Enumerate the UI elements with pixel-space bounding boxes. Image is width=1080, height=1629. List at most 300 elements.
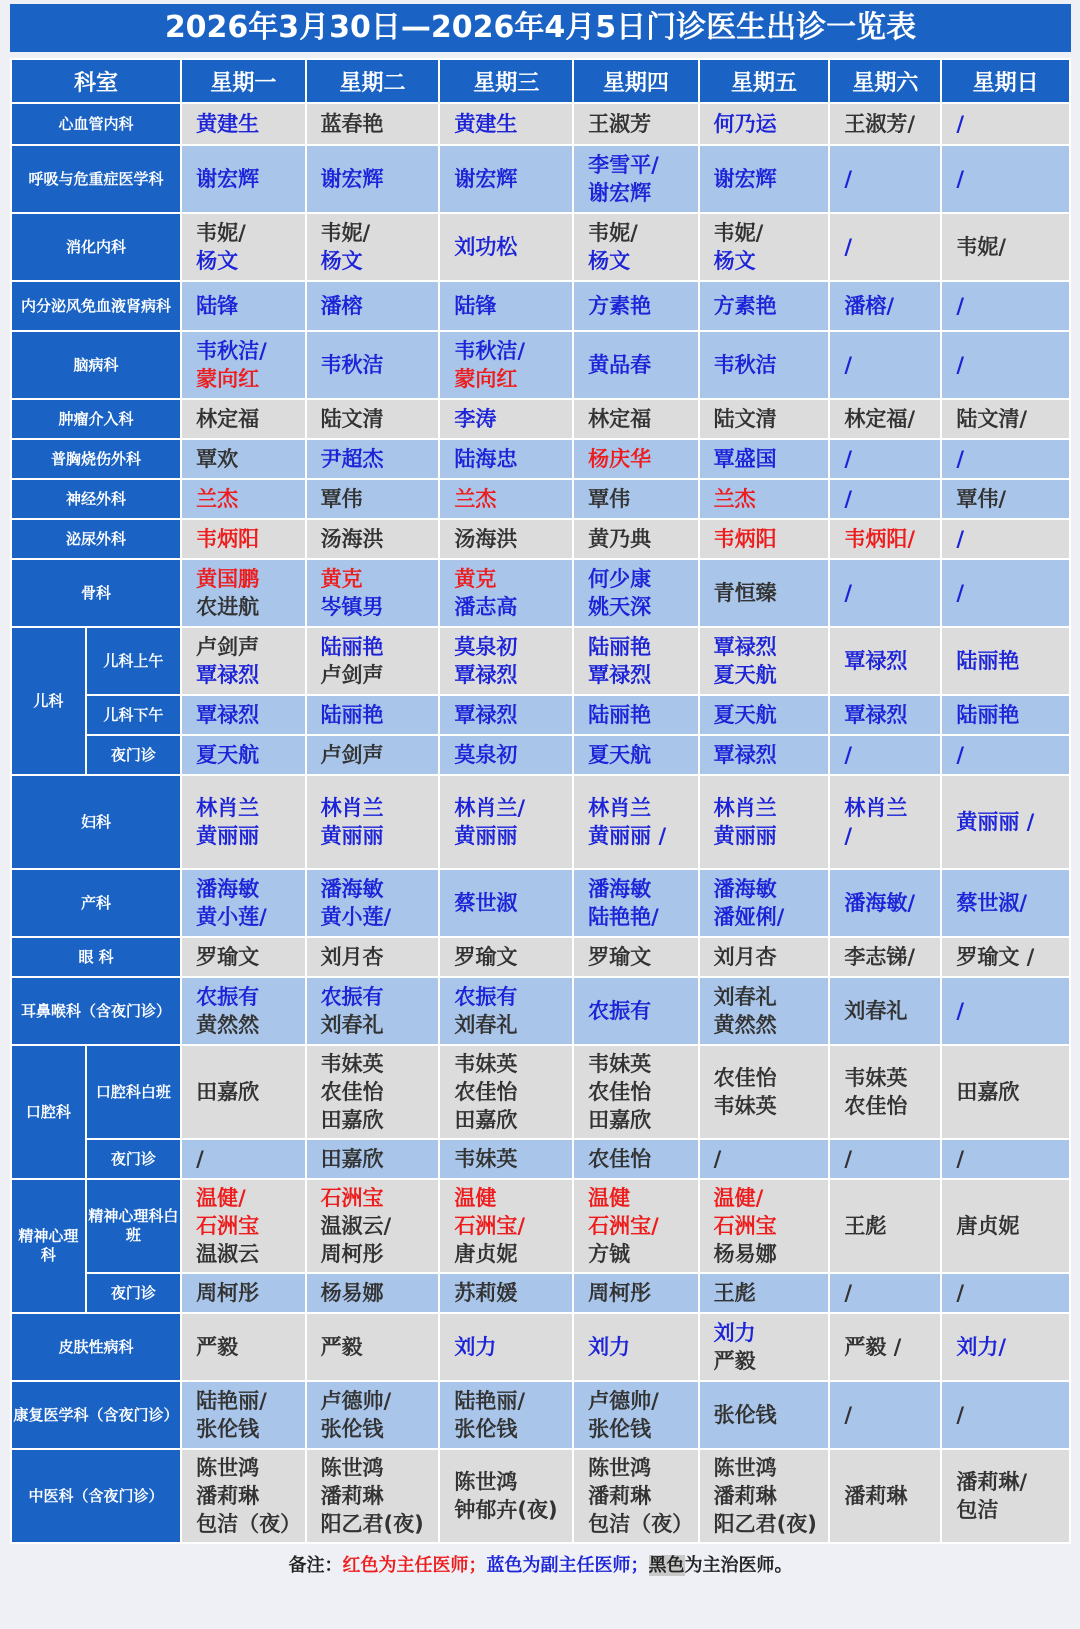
schedule-cell bbox=[181, 439, 305, 479]
doctor-name: 石洲宝/ bbox=[588, 1214, 659, 1238]
doctor-name: 谢宏辉 bbox=[588, 181, 652, 205]
doctor-name: 韦妹英 bbox=[320, 1052, 384, 1076]
schedule-cell bbox=[699, 627, 830, 695]
schedule-cell bbox=[941, 519, 1070, 559]
dept-name: 妇科 bbox=[11, 775, 181, 869]
schedule-cell bbox=[941, 627, 1070, 695]
note-blue: 蓝色为副主任医师； bbox=[486, 1555, 649, 1576]
schedule-cell bbox=[439, 439, 573, 479]
doctor-name: 潘海敏 bbox=[588, 877, 652, 901]
doctor-name: 方素艳 bbox=[713, 294, 777, 318]
schedule-cell bbox=[699, 519, 830, 559]
schedule-cell bbox=[829, 1313, 941, 1381]
doctor-name: 田嘉欣 bbox=[588, 1108, 652, 1132]
page-title: 2026年3月30日—2026年4月5日门诊医生出诊一览表 bbox=[10, 4, 1071, 52]
doctor-name: / bbox=[844, 447, 853, 471]
dept-row bbox=[11, 519, 1070, 559]
sub-row bbox=[11, 1273, 1070, 1313]
doctor-name: 岑镇男 bbox=[320, 595, 384, 619]
schedule-cell bbox=[306, 439, 440, 479]
schedule-cell bbox=[699, 1045, 830, 1139]
doctor-name: 石洲宝 bbox=[320, 1186, 384, 1210]
doctor-name: 杨文 bbox=[713, 249, 756, 273]
doctor-name: 杨庆华 bbox=[588, 447, 652, 471]
dept-row bbox=[11, 1313, 1070, 1381]
doctor-name: 严毅 / bbox=[844, 1335, 902, 1359]
schedule-cell bbox=[699, 281, 830, 331]
doctor-name: 李涛 bbox=[454, 407, 497, 431]
doctor-name: 覃盛国 bbox=[713, 447, 777, 471]
doctor-name: 韦妹英 bbox=[713, 1094, 777, 1118]
doctor-name: / bbox=[844, 167, 853, 191]
doctor-name: 卢德帅/ bbox=[320, 1389, 392, 1413]
schedule-cell bbox=[573, 479, 699, 519]
header-day: 星期三 bbox=[439, 59, 573, 103]
doctor-name: 温健 bbox=[454, 1186, 497, 1210]
schedule-cell bbox=[829, 1179, 941, 1273]
doctor-name: 黄丽丽 bbox=[196, 824, 260, 848]
schedule-cell bbox=[181, 281, 305, 331]
doctor-name: 杨易娜 bbox=[713, 1242, 777, 1266]
doctor-name: 韦妮/ bbox=[588, 221, 638, 245]
schedule-cell bbox=[439, 213, 573, 281]
dept-name: 耳鼻喉科（含夜门诊） bbox=[11, 977, 181, 1045]
schedule-cell bbox=[829, 1139, 941, 1179]
schedule-cell bbox=[699, 775, 830, 869]
doctor-name: 韦炳阳 bbox=[713, 527, 777, 551]
doctor-name: 罗瑜文 bbox=[588, 945, 652, 969]
doctor-name: 兰杰 bbox=[454, 487, 497, 511]
doctor-name: 石洲宝 bbox=[713, 1214, 777, 1238]
schedule-cell bbox=[439, 627, 573, 695]
header-day: 星期日 bbox=[941, 59, 1070, 103]
schedule-cell bbox=[306, 213, 440, 281]
note-black: 为主治医师。 bbox=[684, 1555, 793, 1576]
dept-row bbox=[11, 1449, 1070, 1543]
schedule-cell bbox=[306, 1449, 440, 1543]
schedule-cell bbox=[181, 627, 305, 695]
doctor-name: 陆锋 bbox=[454, 294, 497, 318]
schedule-cell bbox=[829, 1381, 941, 1449]
schedule-cell bbox=[439, 977, 573, 1045]
schedule-cell bbox=[439, 1313, 573, 1381]
doctor-name: 方素艳 bbox=[588, 294, 652, 318]
doctor-name: 刘春礼 bbox=[844, 999, 908, 1023]
doctor-name: 汤海洪 bbox=[454, 527, 518, 551]
dept-name: 泌尿外科 bbox=[11, 519, 181, 559]
schedule-cell bbox=[699, 1179, 830, 1273]
dept-row bbox=[11, 869, 1070, 937]
schedule-cell bbox=[181, 331, 305, 399]
schedule-cell bbox=[829, 559, 941, 627]
doctor-name: 黄丽丽 bbox=[454, 824, 518, 848]
schedule-cell bbox=[573, 735, 699, 775]
schedule-cell bbox=[181, 869, 305, 937]
header-day: 星期一 bbox=[181, 59, 305, 103]
schedule-cell bbox=[941, 559, 1070, 627]
schedule-cell bbox=[829, 145, 941, 213]
sub-row bbox=[11, 627, 1070, 695]
schedule-cell bbox=[829, 977, 941, 1045]
schedule-cell bbox=[699, 937, 830, 977]
dept-name: 神经外科 bbox=[11, 479, 181, 519]
dept-name: 康复医学科（含夜门诊） bbox=[11, 1381, 181, 1449]
doctor-name: 覃禄烈 bbox=[713, 635, 777, 659]
schedule-cell bbox=[829, 281, 941, 331]
doctor-name: 温健 bbox=[588, 1186, 631, 1210]
schedule-cell bbox=[439, 399, 573, 439]
schedule-cell bbox=[829, 735, 941, 775]
doctor-name: 田嘉欣 bbox=[454, 1108, 518, 1132]
dept-name: 骨科 bbox=[11, 559, 181, 627]
doctor-name: / bbox=[844, 581, 853, 605]
doctor-name: 蔡世淑/ bbox=[956, 891, 1028, 915]
schedule-cell bbox=[699, 695, 830, 735]
schedule-cell bbox=[306, 281, 440, 331]
schedule-cell bbox=[181, 559, 305, 627]
doctor-name: 覃禄烈 bbox=[844, 703, 908, 727]
schedule-cell bbox=[439, 103, 573, 145]
schedule-cell bbox=[306, 735, 440, 775]
note-black-highlight: 黑色 bbox=[648, 1555, 685, 1576]
doctor-name: 杨文 bbox=[196, 249, 239, 273]
schedule-cell bbox=[699, 735, 830, 775]
schedule-cell bbox=[306, 695, 440, 735]
doctor-name: 潘海敏 bbox=[713, 877, 777, 901]
doctor-name: 陆艳艳/ bbox=[588, 905, 659, 929]
doctor-name: 卢剑声 bbox=[320, 663, 384, 687]
doctor-name: 严毅 bbox=[713, 1349, 756, 1373]
doctor-name: 田嘉欣 bbox=[320, 1108, 384, 1132]
schedule-cell bbox=[829, 103, 941, 145]
doctor-name: 覃禄烈 bbox=[588, 663, 652, 687]
schedule-cell bbox=[306, 869, 440, 937]
dept-name: 肿瘤介入科 bbox=[11, 399, 181, 439]
doctor-name: / bbox=[956, 1281, 965, 1305]
schedule-cell bbox=[699, 103, 830, 145]
doctor-name: 潘娅俐/ bbox=[713, 905, 785, 929]
schedule-cell bbox=[573, 1045, 699, 1139]
doctor-name: 农进航 bbox=[196, 595, 260, 619]
schedule-cell bbox=[439, 1045, 573, 1139]
doctor-name: 陆锋 bbox=[196, 294, 239, 318]
schedule-cell bbox=[439, 1179, 573, 1273]
schedule-cell bbox=[941, 869, 1070, 937]
schedule-cell bbox=[439, 775, 573, 869]
doctor-name: 覃禄烈 bbox=[844, 649, 908, 673]
doctor-name: 覃禄烈 bbox=[196, 703, 260, 727]
schedule-cell bbox=[573, 627, 699, 695]
doctor-name: 王淑芳 bbox=[588, 112, 652, 136]
doctor-name: 覃欢 bbox=[196, 447, 239, 471]
doctor-name: 韦秋洁/ bbox=[454, 339, 526, 363]
doctor-name: 包洁（夜） bbox=[196, 1512, 302, 1536]
schedule-cell bbox=[941, 145, 1070, 213]
doctor-name: 刘春礼 bbox=[454, 1013, 518, 1037]
doctor-name: 林定福 bbox=[588, 407, 652, 431]
doctor-name: 农佳怡 bbox=[588, 1080, 652, 1104]
doctor-name: 韦妹英 bbox=[454, 1052, 518, 1076]
doctor-name: 张伦钱 bbox=[713, 1403, 777, 1427]
schedule-cell bbox=[941, 213, 1070, 281]
schedule-cell bbox=[306, 1139, 440, 1179]
doctor-name: 农佳怡 bbox=[454, 1080, 518, 1104]
schedule-cell bbox=[941, 695, 1070, 735]
doctor-name: 谢宏辉 bbox=[454, 167, 518, 191]
schedule-cell bbox=[573, 145, 699, 213]
doctor-name: 韦秋洁/ bbox=[196, 339, 267, 363]
schedule-cell bbox=[306, 331, 440, 399]
dept-name: 呼吸与危重症医学科 bbox=[11, 145, 181, 213]
doctor-name: 陆文清 bbox=[713, 407, 777, 431]
schedule-cell bbox=[573, 213, 699, 281]
doctor-name: 韦秋洁 bbox=[713, 353, 777, 377]
doctor-name: 何乃运 bbox=[713, 112, 777, 136]
schedule-cell bbox=[439, 519, 573, 559]
schedule-cell bbox=[306, 1179, 440, 1273]
schedule-body bbox=[11, 103, 1070, 1543]
doctor-name: 罗瑜文 bbox=[454, 945, 518, 969]
schedule-cell bbox=[573, 1449, 699, 1543]
schedule-cell bbox=[699, 331, 830, 399]
doctor-name: 夏天航 bbox=[588, 743, 652, 767]
doctor-name: 李雪平/ bbox=[588, 153, 659, 177]
dept-row bbox=[11, 479, 1070, 519]
doctor-name: / bbox=[956, 167, 965, 191]
doctor-name: 潘榕/ bbox=[844, 294, 895, 318]
doctor-name: 陆丽艳 bbox=[956, 649, 1020, 673]
schedule-cell bbox=[699, 869, 830, 937]
schedule-cell bbox=[181, 1179, 305, 1273]
schedule-cell bbox=[181, 213, 305, 281]
schedule-cell bbox=[439, 331, 573, 399]
dept-row bbox=[11, 331, 1070, 399]
doctor-name: / bbox=[844, 235, 853, 259]
note-red: 红色为主任医师； bbox=[342, 1555, 487, 1576]
schedule-cell bbox=[941, 1139, 1070, 1179]
doctor-name: 陈世鸿 bbox=[588, 1456, 652, 1480]
doctor-name: 黄然然 bbox=[196, 1013, 260, 1037]
sub-dept-name: 夜门诊 bbox=[86, 1273, 181, 1313]
doctor-name: 覃伟 bbox=[588, 487, 631, 511]
doctor-name: / bbox=[844, 1403, 853, 1427]
schedule-cell bbox=[439, 145, 573, 213]
doctor-name: 陆丽艳 bbox=[588, 635, 652, 659]
doctor-name: 潘莉琳 bbox=[713, 1484, 777, 1508]
doctor-name: 王彪 bbox=[844, 1214, 887, 1238]
header-day: 星期四 bbox=[573, 59, 699, 103]
doctor-name: 张伦钱 bbox=[320, 1417, 384, 1441]
doctor-name: 覃禄烈 bbox=[454, 663, 518, 687]
sub-row bbox=[11, 735, 1070, 775]
schedule-cell bbox=[941, 735, 1070, 775]
schedule-cell bbox=[573, 399, 699, 439]
schedule-cell bbox=[573, 695, 699, 735]
doctor-name: / bbox=[956, 294, 965, 318]
header-day: 星期二 bbox=[306, 59, 440, 103]
doctor-name: 苏莉媛 bbox=[454, 1281, 518, 1305]
dept-name: 口腔科 bbox=[11, 1045, 86, 1179]
schedule-cell bbox=[829, 331, 941, 399]
doctor-name: 夏天航 bbox=[713, 703, 777, 727]
doctor-name: 潘榕 bbox=[320, 294, 363, 318]
doctor-name: 严毅 bbox=[196, 1335, 239, 1359]
doctor-name: 张伦钱 bbox=[454, 1417, 518, 1441]
doctor-name: 潘莉琳 bbox=[844, 1484, 908, 1508]
schedule-cell bbox=[181, 399, 305, 439]
doctor-name: 尹超杰 bbox=[320, 447, 384, 471]
schedule-cell bbox=[181, 1449, 305, 1543]
sub-dept-name: 儿科上午 bbox=[86, 627, 181, 695]
dept-row bbox=[11, 937, 1070, 977]
doctor-name: 蒙向红 bbox=[196, 367, 260, 391]
dept-row bbox=[11, 399, 1070, 439]
doctor-name: 王彪 bbox=[713, 1281, 756, 1305]
doctor-name: 卢剑声 bbox=[320, 743, 384, 767]
doctor-name: 兰杰 bbox=[196, 487, 239, 511]
doctor-name: 韦妹英 bbox=[588, 1052, 652, 1076]
header-day: 星期六 bbox=[829, 59, 941, 103]
schedule-cell bbox=[829, 479, 941, 519]
schedule-cell bbox=[829, 695, 941, 735]
legend-note bbox=[10, 1548, 1071, 1584]
dept-name: 眼 科 bbox=[11, 937, 181, 977]
doctor-name: 刘月杏 bbox=[713, 945, 777, 969]
doctor-name: 陈世鸿 bbox=[196, 1456, 260, 1480]
doctor-name: 石洲宝 bbox=[196, 1214, 260, 1238]
doctor-name: 黄小莲/ bbox=[320, 905, 392, 929]
doctor-name: 钟郁卉(夜) bbox=[454, 1498, 558, 1522]
doctor-name: / bbox=[844, 1147, 853, 1171]
doctor-name: 黄乃典 bbox=[588, 527, 652, 551]
doctor-name: 黄国鹏 bbox=[196, 567, 260, 591]
dept-name: 产科 bbox=[11, 869, 181, 937]
schedule-cell bbox=[573, 977, 699, 1045]
doctor-name: 农振有 bbox=[320, 985, 384, 1009]
doctor-name: 覃禄烈 bbox=[713, 743, 777, 767]
schedule-cell bbox=[306, 559, 440, 627]
doctor-name: 陈世鸿 bbox=[454, 1470, 518, 1494]
schedule-cell bbox=[829, 1449, 941, 1543]
doctor-name: 刘力/ bbox=[956, 1335, 1007, 1359]
schedule-cell bbox=[941, 977, 1070, 1045]
schedule-cell bbox=[573, 331, 699, 399]
schedule-cell bbox=[941, 1045, 1070, 1139]
doctor-name: 田嘉欣 bbox=[956, 1080, 1020, 1104]
doctor-name: 杨文 bbox=[320, 249, 363, 273]
doctor-name: 蓝春艳 bbox=[320, 112, 384, 136]
schedule-cell bbox=[181, 977, 305, 1045]
schedule-cell bbox=[941, 937, 1070, 977]
schedule-cell bbox=[306, 1273, 440, 1313]
doctor-name: / bbox=[844, 487, 853, 511]
doctor-name: 林肖兰 bbox=[196, 796, 260, 820]
doctor-name: / bbox=[844, 743, 853, 767]
schedule-cell bbox=[306, 103, 440, 145]
schedule-cell bbox=[306, 775, 440, 869]
doctor-name: 夏天航 bbox=[713, 663, 777, 687]
doctor-name: 林肖兰 bbox=[844, 796, 908, 820]
doctor-name: 陆艳丽/ bbox=[454, 1389, 526, 1413]
schedule-cell bbox=[941, 1313, 1070, 1381]
schedule-cell bbox=[306, 1381, 440, 1449]
schedule-cell bbox=[573, 1313, 699, 1381]
doctor-name: 蔡世淑 bbox=[454, 891, 518, 915]
doctor-name: 杨易娜 bbox=[320, 1281, 384, 1305]
doctor-name: 黄然然 bbox=[713, 1013, 777, 1037]
doctor-name: 黄品春 bbox=[588, 353, 652, 377]
doctor-name: 林肖兰/ bbox=[454, 796, 526, 820]
schedule-cell bbox=[181, 479, 305, 519]
schedule-cell bbox=[829, 869, 941, 937]
schedule-cell bbox=[829, 439, 941, 479]
schedule-table bbox=[10, 58, 1071, 1544]
dept-row bbox=[11, 213, 1070, 281]
dept-name: 儿科 bbox=[11, 627, 86, 775]
schedule-cell bbox=[573, 103, 699, 145]
doctor-name: 覃伟 bbox=[320, 487, 363, 511]
schedule-cell bbox=[306, 937, 440, 977]
schedule-cell bbox=[573, 869, 699, 937]
schedule-cell bbox=[573, 1381, 699, 1449]
schedule-cell bbox=[573, 559, 699, 627]
dept-name: 皮肤性病科 bbox=[11, 1313, 181, 1381]
schedule-cell bbox=[181, 1273, 305, 1313]
doctor-name: 农振有 bbox=[588, 999, 652, 1023]
schedule-cell bbox=[941, 775, 1070, 869]
schedule-cell bbox=[439, 1273, 573, 1313]
doctor-name: 谢宏辉 bbox=[196, 167, 260, 191]
sub-dept-name: 口腔科白班 bbox=[86, 1045, 181, 1139]
doctor-name: 刘力 bbox=[588, 1335, 631, 1359]
doctor-name: 韦妮/ bbox=[713, 221, 764, 245]
doctor-name: 谢宏辉 bbox=[320, 167, 384, 191]
dept-name: 普胸烧伤外科 bbox=[11, 439, 181, 479]
doctor-name: 覃禄烈 bbox=[196, 663, 260, 687]
doctor-name: 陆丽艳 bbox=[588, 703, 652, 727]
schedule-cell bbox=[829, 627, 941, 695]
doctor-name: 陆丽艳 bbox=[956, 703, 1020, 727]
doctor-name: 农佳怡 bbox=[713, 1066, 777, 1090]
doctor-name: 周柯彤 bbox=[320, 1242, 384, 1266]
doctor-name: 石洲宝/ bbox=[454, 1214, 526, 1238]
sub-row bbox=[11, 1179, 1070, 1273]
doctor-name: 陆艳丽/ bbox=[196, 1389, 267, 1413]
header-dept: 科室 bbox=[11, 59, 181, 103]
doctor-name: 陆丽艳 bbox=[320, 635, 384, 659]
schedule-cell bbox=[699, 399, 830, 439]
doctor-name: 林定福/ bbox=[844, 407, 916, 431]
schedule-cell bbox=[306, 399, 440, 439]
doctor-name: 田嘉欣 bbox=[320, 1147, 384, 1171]
doctor-name: 林肖兰 bbox=[320, 796, 384, 820]
sub-dept-name: 儿科下午 bbox=[86, 695, 181, 735]
schedule-cell bbox=[573, 1139, 699, 1179]
doctor-name: 莫泉初 bbox=[454, 635, 518, 659]
dept-name: 心血管内科 bbox=[11, 103, 181, 145]
schedule-cell bbox=[439, 559, 573, 627]
doctor-name: / bbox=[844, 824, 853, 848]
doctor-name: 刘力 bbox=[454, 1335, 497, 1359]
doctor-name: 卢德帅/ bbox=[588, 1389, 659, 1413]
schedule-cell bbox=[306, 1045, 440, 1139]
doctor-name: 刘春礼 bbox=[713, 985, 777, 1009]
schedule-cell bbox=[829, 1273, 941, 1313]
doctor-name: 覃禄烈 bbox=[454, 703, 518, 727]
doctor-name: 唐贞妮 bbox=[956, 1214, 1020, 1238]
doctor-name: 陆丽艳 bbox=[320, 703, 384, 727]
dept-row bbox=[11, 439, 1070, 479]
